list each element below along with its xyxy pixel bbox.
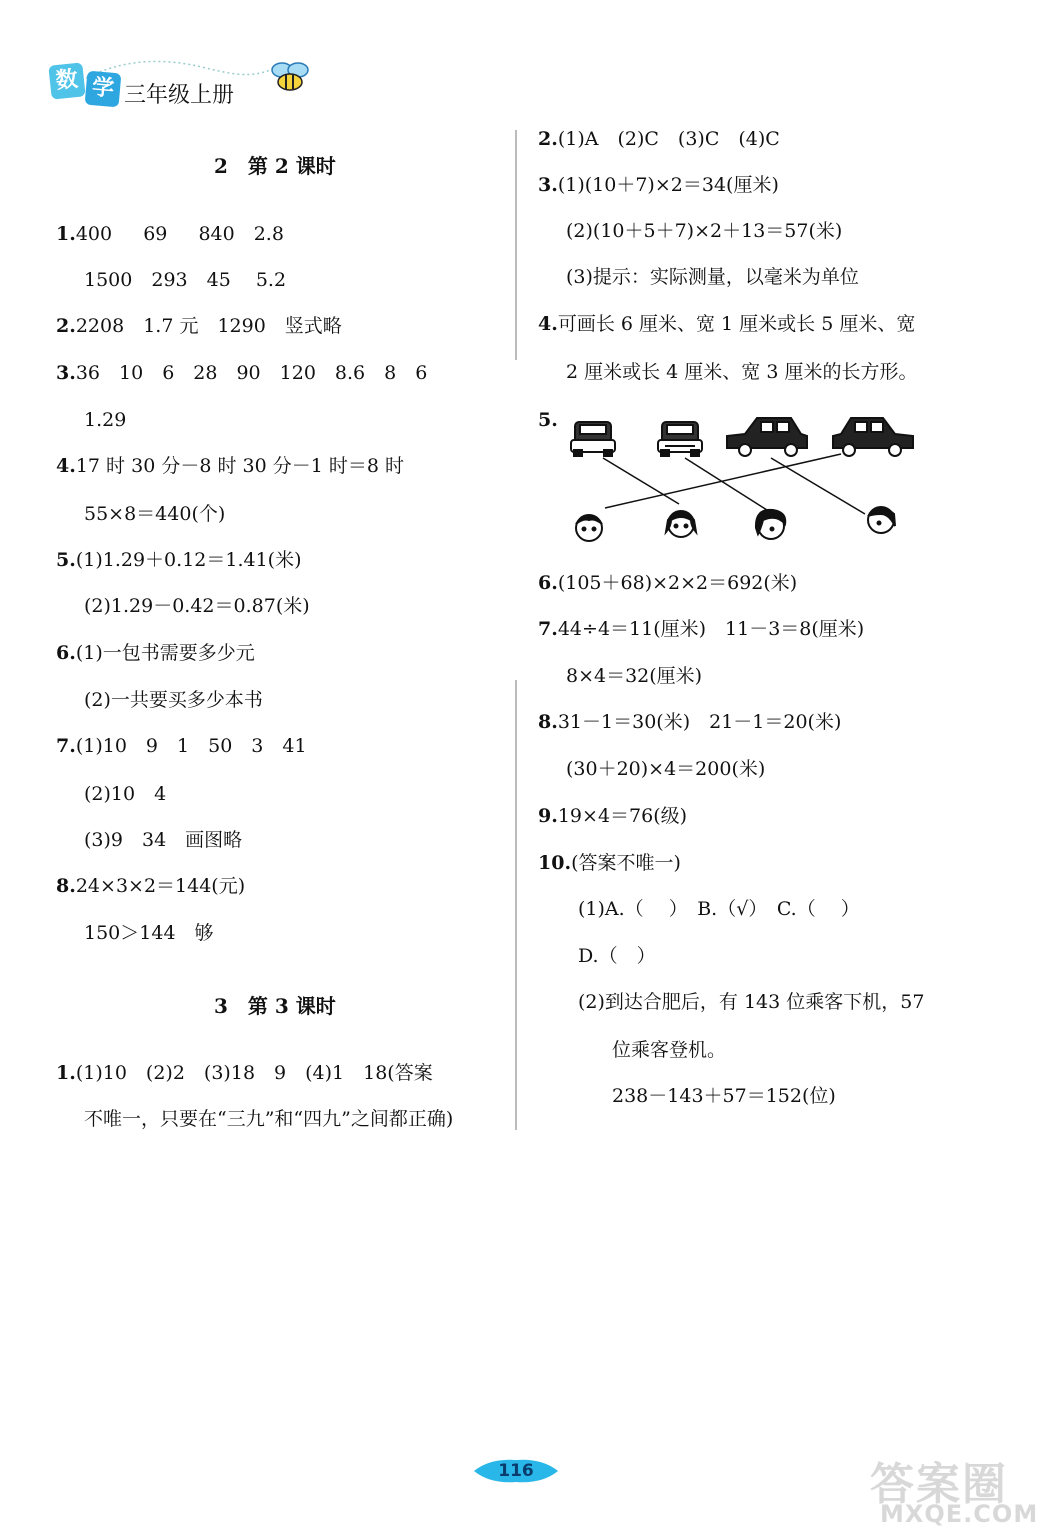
answer-3-line-1: 3.36 10 6 28 90 120 8.6 8 6 [56, 362, 428, 384]
answer-3-line-2: 1.29 [84, 409, 127, 431]
bee-icon [268, 60, 312, 94]
right-answer-9: 9.19×4＝76(级) [538, 805, 688, 827]
watermark-url: MXQE.COM [880, 1500, 1039, 1528]
right-answer-3-line-2: (2)(10＋5＋7)×2＋13＝57(米) [566, 220, 843, 242]
right-answer-7-line-2: 8×4＝32(厘米) [566, 665, 703, 687]
right-answer-4-line-1: 4.可画长 6 厘米、宽 1 厘米或长 5 厘米、宽 [538, 313, 916, 335]
right-answer-8-line-2: (30＋20)×4＝200(米) [566, 758, 766, 780]
answer-6-line-1: 6.(1)一包书需要多少元 [56, 642, 255, 664]
lesson3-answer-1-line-1: 1.(1)10 (2)2 (3)18 9 (4)1 18(答案 [56, 1062, 433, 1084]
watermark [870, 1448, 1039, 1528]
section-heading-lesson-3: 3 第 3 课时 [214, 994, 336, 1018]
car-side-view-2-icon [833, 418, 913, 456]
answer-1-line-2: 1500 293 45 5.2 [84, 269, 287, 291]
answer-7-line-1: 7.(1)10 9 1 50 3 41 [56, 735, 307, 757]
column-divider-top [515, 130, 517, 360]
answer-8-line-2: 150＞144 够 [84, 922, 214, 944]
car-child-matching-figure [565, 410, 925, 555]
subject-tile-1: 数 [48, 62, 85, 99]
answer-4-line-1: 4.17 时 30 分－8 时 30 分－1 时＝8 时 [56, 455, 404, 477]
child-face-3-icon [756, 510, 785, 539]
right-answer-8-line-1: 8.31－1＝30(米) 21－1＝20(米) [538, 711, 842, 733]
answer-1-line-1: 1.400 69 840 2.8 [56, 223, 284, 245]
answer-4-line-2: 55×8＝440(个) [84, 503, 226, 525]
answer-5-line-2: (2)1.29－0.42＝0.87(米) [84, 595, 310, 617]
lesson3-answer-1-line-2: 不唯一，只要在“三九”和“四九”之间都正确) [84, 1108, 454, 1130]
right-answer-10-line-1: 10.(答案不唯一) [538, 852, 681, 874]
car-side-view-1-icon [727, 418, 807, 456]
car-front-view-2-icon [658, 422, 702, 456]
matching-lines [603, 454, 865, 514]
right-answer-10-line-6: 238－143＋57＝152(位) [612, 1085, 836, 1107]
right-answer-3-line-1: 3.(1)(10＋7)×2＝34(厘米) [538, 174, 779, 196]
child-face-2-icon [666, 511, 696, 537]
answer-7-line-2: (2)10 4 [84, 783, 167, 805]
right-answer-5-label: 5. [538, 409, 558, 431]
right-answer-10-line-5: 位乘客登机。 [612, 1039, 727, 1061]
right-answer-2: 2.(1)A (2)C (3)C (4)C [538, 128, 780, 150]
answer-6-line-2: (2)一共要买多少本书 [84, 689, 263, 711]
watermark-logo: 答案圈 [870, 1459, 1008, 1510]
answer-7-line-3: (3)9 34 画图略 [84, 829, 243, 851]
right-answer-10-line-4: (2)到达合肥后，有 143 位乘客下机，57 [578, 991, 925, 1013]
answer-2: 2.2208 1.7 元 1290 竖式略 [56, 315, 342, 337]
right-answer-7-line-1: 7.44÷4＝11(厘米) 11－3＝8(厘米) [538, 618, 865, 640]
car-front-view-1-icon [571, 422, 615, 456]
book-header [46, 56, 326, 116]
child-face-4-icon [868, 507, 895, 533]
subject-tile-2: 学 [85, 71, 122, 108]
right-answer-4-line-2: 2 厘米或长 4 厘米、宽 3 厘米的长方形。 [566, 361, 918, 383]
right-answer-10-line-2: (1)A.（ ） B.（√） C.（ ） [578, 898, 860, 920]
answer-5-line-1: 5.(1)1.29＋0.12＝1.41(米) [56, 549, 302, 571]
page-number-badge [470, 1456, 562, 1486]
child-face-1-icon [576, 515, 602, 541]
answer-8-line-1: 8.24×3×2＝144(元) [56, 875, 246, 897]
right-answer-10-line-3: D.（ ） [578, 945, 656, 967]
page-number: 116 [498, 1461, 534, 1481]
column-divider-bottom [515, 680, 517, 1130]
grade-title: 三年级上册 [124, 83, 235, 108]
section-heading-lesson-2: 2 第 2 课时 [214, 154, 336, 178]
right-answer-6: 6.(105＋68)×2×2＝692(米) [538, 572, 798, 594]
right-answer-3-line-3: (3)提示：实际测量，以毫米为单位 [566, 266, 859, 288]
